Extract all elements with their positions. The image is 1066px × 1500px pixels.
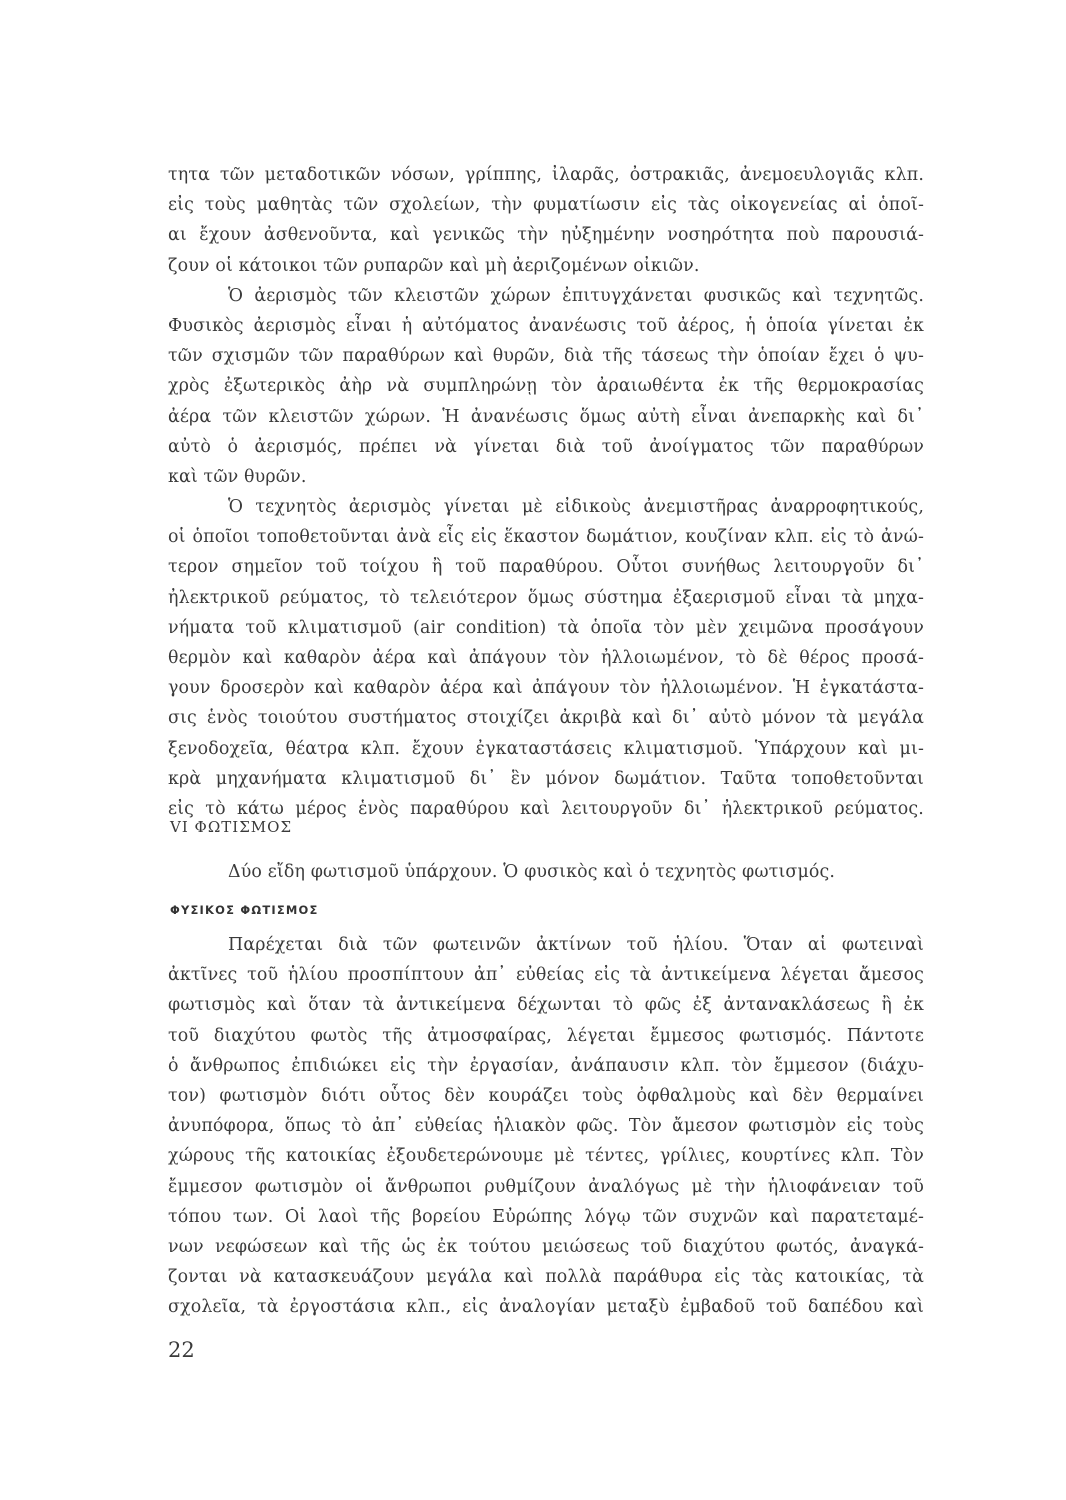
text-line: χώρους τῆς κατοικίας ἐξουδετερώνουμε μὲ τέντες, γρίλιες, κουρτίνες κλπ. Τὸν xyxy=(168,1146,924,1167)
text-line: καὶ τῶν θυρῶν. xyxy=(168,466,307,487)
text-line: χρὸς ἐξωτερικὸς ἀὴρ νὰ συμπληρώνῃ τὸν ἀραιωθέντα ἐκ τῆς θερμοκρασίας xyxy=(168,376,924,397)
text-line: σχολεῖα, τὰ ἐργοστάσια κλπ., εἰς ἀναλογίαν μεταξὺ ἐμβαδοῦ τοῦ δαπέδου καὶ xyxy=(168,1297,924,1318)
text-line: Ὁ τεχνητὸς ἀερισμὸς γίνεται μὲ εἰδικοὺς ἀνεμιστῆρας ἀναρροφητικούς, xyxy=(228,497,924,518)
text-line: ἀνυπόφορα, ὅπως τὸ ἀπ᾿ εὐθείας ἡλιακὸν φῶς. Τὸν ἄμεσον φωτισμὸν εἰς τοὺς xyxy=(168,1116,924,1137)
text-line: Φυσικὸς ἀερισμὸς εἶναι ἡ αὐτόματος ἀνανέωσις τοῦ ἀέρος, ἡ ὁποία γίνεται ἐκ xyxy=(168,315,924,336)
text-line: αὐτὸ ὁ ἀερισμός, πρέπει νὰ γίνεται διὰ τοῦ ἀνοίγματος τῶν παραθύρων xyxy=(168,436,924,457)
text-line: φωτισμὸς καὶ ὅταν τὰ ἀντικείμενα δέχωνται τὸ φῶς ἐξ ἀντανακλάσεως ἢ ἐκ xyxy=(168,995,924,1016)
text-line: ἀκτῖνες τοῦ ἡλίου προσπίπτουν ἀπ᾿ εὐθείας εἰς τὰ ἀντικείμενα λέγεται ἄμεσος xyxy=(168,965,924,986)
text-line: τον) φωτισμὸν διότι οὗτος δὲν κουράζει τοὺς ὀφθαλμοὺς καὶ δὲν θερμαίνει xyxy=(168,1085,924,1106)
text-line: εἰς τὸ κάτω μέρος ἑνὸς παραθύρου καὶ λειτουργοῦν δι᾿ ἠλεκτρικοῦ ρεύματος. xyxy=(168,798,924,819)
text-line: οἱ ὁποῖοι τοποθετοῦνται ἀνὰ εἷς εἰς ἕκαστον δωμάτιον, κουζίναν κλπ. εἰς τὸ ἀνώ- xyxy=(168,527,924,548)
text-line: ξενοδοχεῖα, θέατρα κλπ. ἔχουν ἐγκαταστάσεις κλιματισμοῦ. Ὑπάρχουν καὶ μι- xyxy=(168,738,924,759)
text-line: εἰς τοὺς μαθητὰς τῶν σχολείων, τὴν φυματίωσιν εἰς τὰς οἰκογενείας αἱ ὁποῖ- xyxy=(168,195,924,216)
text-line: τητα τῶν μεταδοτικῶν νόσων, γρίππης, ἰλαρᾶς, ὀστρακιᾶς, ἀνεμοευλογιᾶς κλπ. xyxy=(168,165,924,185)
text-line: ἀέρα τῶν κλειστῶν χώρων. Ἡ ἀνανέωσις ὅμως αὐτὴ εἶναι ἀνεπαρκὴς καὶ δι᾿ xyxy=(168,406,924,427)
page-number: 22 xyxy=(168,1338,195,1362)
text-line: γουν δροσερὸν καὶ καθαρὸν ἀέρα καὶ ἀπάγουν τὸν ἠλλοιωμένον. Ἡ ἐγκατάστα- xyxy=(168,678,924,699)
text-line: ἠλεκτρικοῦ ρεύματος, τὸ τελειότερον ὅμως σύστημα ἐξαερισμοῦ εἶναι τὰ μηχα- xyxy=(168,587,924,608)
subsection-heading: ΦΥΣΙΚΟΣ ΦΩΤΙΣΜΟΣ xyxy=(170,903,319,917)
text-line: τερον σημεῖον τοῦ τοίχου ἢ τοῦ παραθύρου. Οὗτοι συνήθως λειτουργοῦν δι᾿ xyxy=(168,557,924,578)
text-line: ζουν οἱ κάτοικοι τῶν ρυπαρῶν καὶ μὴ ἀεριζομένων οἰκιῶν. xyxy=(168,255,700,276)
text-line: κρὰ μηχανήματα κλιματισμοῦ δι᾿ ἓν μόνον δωμάτιον. Ταῦτα τοποθετοῦνται xyxy=(168,768,924,789)
text-line: τοῦ διαχύτου φωτὸς τῆς ἀτμοσφαίρας, λέγεται ἔμμεσος φωτισμός. Πάντοτε xyxy=(168,1025,924,1046)
text-block-ventilation xyxy=(168,160,924,824)
text-line: αι ἔχουν ἀσθενοῦντα, καὶ γενικῶς τὴν ηὐξημένην νοσηρότητα ποὺ παρουσιά- xyxy=(168,225,924,246)
intro-paragraph xyxy=(168,857,924,887)
text-line: τόπου των. Οἱ λαοὶ τῆς βορείου Εὐρώπης λόγῳ τῶν συχνῶν καὶ παρατεταμέ- xyxy=(168,1206,924,1227)
text-line: Δύο εἴδη φωτισμοῦ ὑπάρχουν. Ὁ φυσικὸς καὶ ὁ τεχνητὸς φωτισμός. xyxy=(228,862,836,882)
text-line: νήματα τοῦ κλιματισμοῦ (air condition) τὰ ὁποῖα τὸν μὲν χειμῶνα προσάγουν xyxy=(168,617,924,638)
text-line: ζονται νὰ κατασκευάζουν μεγάλα καὶ πολλὰ παράθυρα εἰς τὰς κατοικίας, τὰ xyxy=(168,1267,924,1288)
text-line: ἔμμεσον φωτισμὸν οἱ ἄνθρωποι ρυθμίζουν ἀναλόγως μὲ τὴν ἡλιοφάνειαν τοῦ xyxy=(168,1176,924,1197)
text-line: ὁ ἄνθρωπος ἐπιδιώκει εἰς τὴν ἐργασίαν, ἀνάπαυσιν κλπ. τὸν ἔμμεσον (διάχυ- xyxy=(168,1055,924,1076)
text-line: τῶν σχισμῶν τῶν παραθύρων καὶ θυρῶν, διὰ τῆς τάσεως τὴν ὁποίαν ἔχει ὁ ψυ- xyxy=(168,346,924,367)
text-line: Παρέχεται διὰ τῶν φωτεινῶν ἀκτίνων τοῦ ἡλίου. Ὅταν αἱ φωτειναὶ xyxy=(228,935,924,955)
section-heading: VI ΦΩΤΙΣΜΟΣ xyxy=(170,818,293,836)
text-line: θερμὸν καὶ καθαρὸν ἀέρα καὶ ἀπάγουν τὸν ἠλλοιωμένον, τὸ δὲ θέρος προσά- xyxy=(168,648,924,668)
text-line: Ὁ ἀερισμὸς τῶν κλειστῶν χώρων ἐπιτυγχάνεται φυσικῶς καὶ τεχνητῶς. xyxy=(228,285,924,306)
text-line: νων νεφώσεων καὶ τῆς ὡς ἐκ τούτου μειώσεως τοῦ διαχύτου φωτός, ἀναγκά- xyxy=(168,1236,924,1257)
text-line: σις ἑνὸς τοιούτου συστήματος στοιχίζει ἀκριβὰ καὶ δι᾿ αὐτὸ μόνον τὰ μεγάλα xyxy=(168,708,924,729)
text-block-natural-lighting xyxy=(168,930,924,1322)
